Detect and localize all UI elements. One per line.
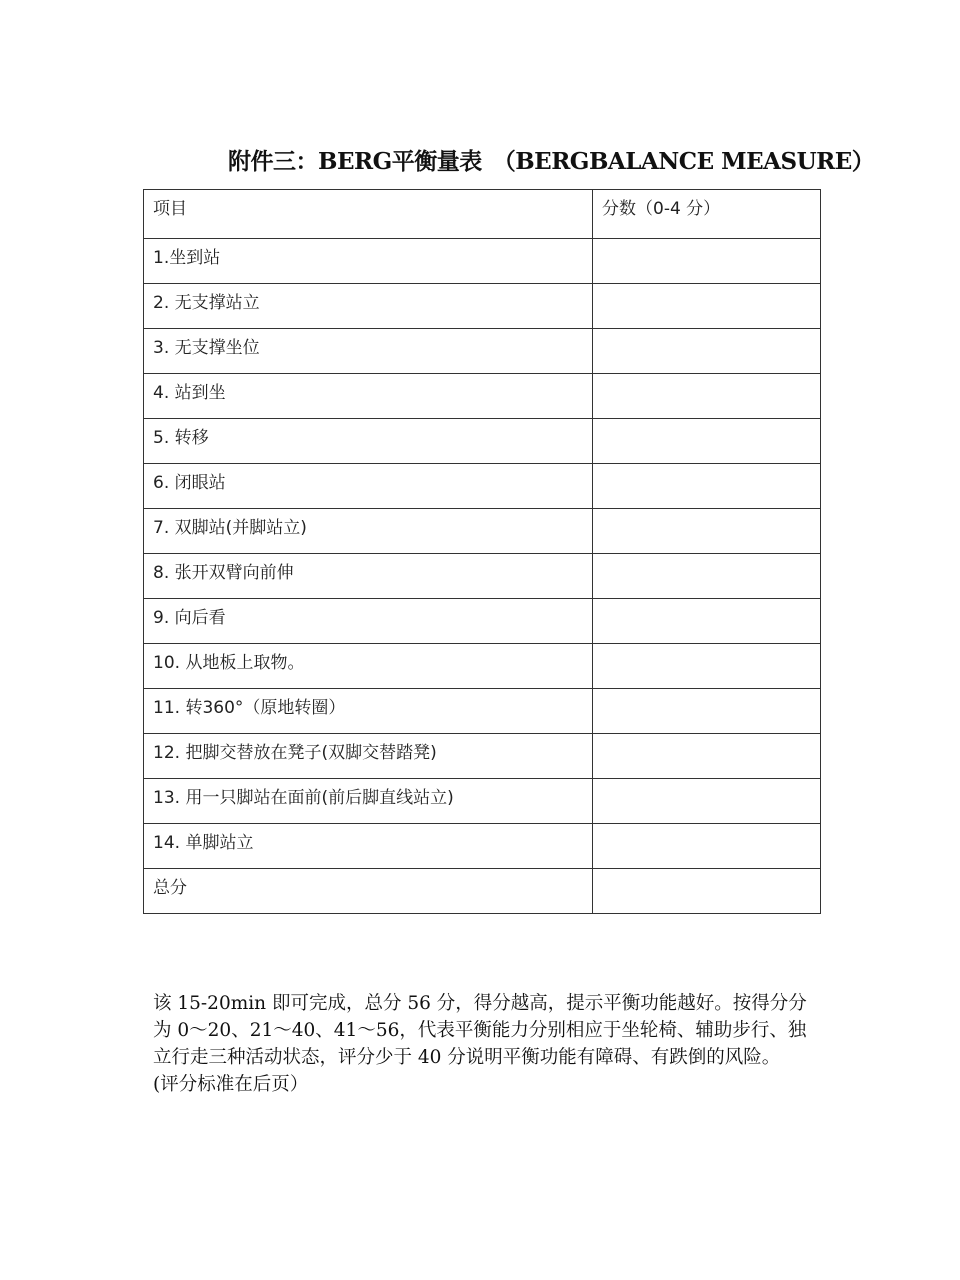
score-cell[interactable] — [593, 734, 821, 779]
note-line: (评分标准在后页） — [153, 1074, 309, 1095]
total-score-cell[interactable] — [593, 869, 821, 914]
score-cell[interactable] — [593, 464, 821, 509]
table-row — [144, 734, 821, 779]
item-label: 12. 把脚交替放在凳子(双脚交替踏凳) — [144, 734, 593, 779]
table-row — [144, 419, 821, 464]
score-cell[interactable] — [593, 239, 821, 284]
table-row — [144, 824, 821, 869]
table-row — [144, 779, 821, 824]
item-label: 5. 转移 — [144, 419, 593, 464]
score-cell[interactable] — [593, 689, 821, 734]
score-cell[interactable] — [593, 284, 821, 329]
score-cell[interactable] — [593, 419, 821, 464]
table-row — [144, 599, 821, 644]
score-cell[interactable] — [593, 374, 821, 419]
item-label: 1.坐到站 — [144, 239, 593, 284]
item-label: 3. 无支撑坐位 — [144, 329, 593, 374]
item-label: 6. 闭眼站 — [144, 464, 593, 509]
score-cell[interactable] — [593, 824, 821, 869]
document-title: 附件三：BERG平衡量表 （BERGBALANCE MEASURE） — [228, 148, 875, 175]
item-label: 14. 单脚站立 — [144, 824, 593, 869]
table-row — [144, 644, 821, 689]
item-label: 8. 张开双臂向前伸 — [144, 554, 593, 599]
item-label: 13. 用一只脚站在面前(前后脚直线站立) — [144, 779, 593, 824]
table-row — [144, 329, 821, 374]
table-row — [144, 689, 821, 734]
score-cell[interactable] — [593, 554, 821, 599]
item-label: 2. 无支撑站立 — [144, 284, 593, 329]
table-header-row — [144, 190, 821, 239]
total-label: 总分 — [144, 869, 593, 914]
score-cell[interactable] — [593, 644, 821, 689]
table-row — [144, 239, 821, 284]
total-row — [144, 869, 821, 914]
scoring-note — [153, 990, 913, 1098]
item-label: 9. 向后看 — [144, 599, 593, 644]
item-label: 4. 站到坐 — [144, 374, 593, 419]
header-item: 项目 — [144, 190, 593, 239]
table-row — [144, 554, 821, 599]
table-row — [144, 464, 821, 509]
note-line: 为 0～20、21～40、41～56，代表平衡能力分别相应于坐轮椅、辅助步行、独 — [153, 1020, 807, 1041]
header-score: 分数（0-4 分） — [593, 190, 821, 239]
score-cell[interactable] — [593, 599, 821, 644]
table-row — [144, 374, 821, 419]
score-cell[interactable] — [593, 329, 821, 374]
item-label: 7. 双脚站(并脚站立) — [144, 509, 593, 554]
table-row — [144, 284, 821, 329]
note-line: 立行走三种活动状态，评分少于 40 分说明平衡功能有障碍、有跌倒的风险。 — [153, 1047, 781, 1068]
score-cell[interactable] — [593, 779, 821, 824]
item-label: 11. 转360°（原地转圈） — [144, 689, 593, 734]
item-label: 10. 从地板上取物。 — [144, 644, 593, 689]
berg-balance-table — [143, 189, 821, 914]
score-cell[interactable] — [593, 509, 821, 554]
note-line: 该 15-20min 即可完成，总分 56 分，得分越高，提示平衡功能越好。按得分分 — [153, 993, 807, 1014]
table-row — [144, 509, 821, 554]
